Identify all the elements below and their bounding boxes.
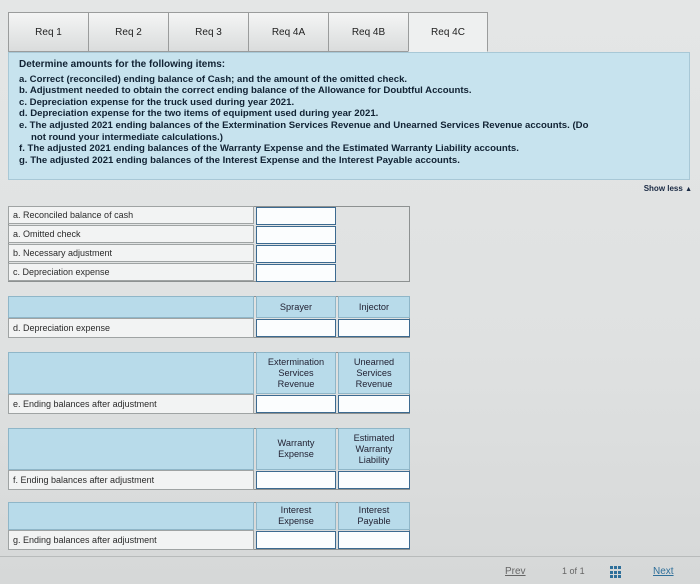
row-label-reconciled-cash: a. Reconciled balance of cash: [8, 206, 254, 224]
tab-req-2[interactable]: Req 2: [88, 12, 168, 52]
tab-req-4a[interactable]: Req 4A: [248, 12, 328, 52]
instruction-item: not round your intermediate calculations.): [31, 131, 223, 143]
instruction-item: e. The adjusted 2021 ending balances of the Extermination Services Revenue and Unearned Services Revenue accounts. (Do: [19, 119, 589, 131]
tab-req-4b[interactable]: Req 4B: [328, 12, 408, 52]
requirement-tabs: [8, 12, 488, 52]
necessary-adjustment-input[interactable]: [256, 245, 336, 263]
col-header-extermination-revenue: Extermination Services Revenue: [256, 352, 336, 394]
header-band: [8, 502, 254, 530]
instruction-item: f. The adjusted 2021 ending balances of the Warranty Expense and the Estimated Warranty Liability accounts.: [19, 143, 519, 155]
row-label-depreciation-equipment: d. Depreciation expense: [8, 318, 254, 338]
col-header-unearned-revenue: Unearned Services Revenue: [338, 352, 410, 394]
header-band: [8, 428, 254, 470]
header-band: [8, 352, 254, 394]
sprayer-depreciation-input[interactable]: [256, 319, 336, 337]
col-header-injector: Injector: [338, 296, 410, 318]
col-header-interest-payable: Interest Payable: [338, 502, 410, 530]
extermination-revenue-input[interactable]: [256, 395, 336, 413]
col-header-estimated-warranty-liability: Estimated Warranty Liability: [338, 428, 410, 470]
triangle-up-icon: ▲: [685, 186, 692, 193]
instruction-item: d. Depreciation expense for the two items of equipment used during year 2021.: [19, 108, 379, 120]
header-band: [8, 296, 254, 318]
warranty-expense-input[interactable]: [256, 471, 336, 489]
instruction-item: g. The adjusted 2021 ending balances of the Interest Expense and the Interest Payable accounts.: [19, 154, 460, 166]
show-less-button[interactable]: [644, 184, 692, 193]
depreciation-truck-input[interactable]: [256, 264, 336, 282]
interest-expense-input[interactable]: [256, 531, 336, 549]
next-button[interactable]: Next: [653, 566, 674, 577]
total-pages: 1: [579, 566, 585, 576]
show-less-label: Show less: [643, 184, 683, 193]
tab-req-4c[interactable]: Req 4C: [408, 12, 488, 52]
omitted-check-input[interactable]: [256, 226, 336, 244]
instruction-item: a. Correct (reconciled) ending balance of Cash; and the amount of the omitted check.: [19, 73, 408, 85]
tab-req-3[interactable]: Req 3: [168, 12, 248, 52]
row-label-ending-balances-f: f. Ending balances after adjustment: [8, 470, 254, 490]
col-header-sprayer: Sprayer: [256, 296, 336, 318]
interest-payable-input[interactable]: [338, 531, 410, 549]
tab-req-1[interactable]: Req 1: [8, 12, 88, 52]
row-label-depreciation-truck: c. Depreciation expense: [8, 263, 254, 281]
grid-menu-icon[interactable]: [610, 566, 623, 579]
row-label-omitted-check: a. Omitted check: [8, 225, 254, 243]
instruction-item: b. Adjustment needed to obtain the correct ending balance of the Allowance for Doubtful Accounts.: [19, 85, 472, 97]
reconciled-cash-input[interactable]: [256, 207, 336, 225]
instructions-panel: [8, 52, 690, 180]
col-header-interest-expense: Interest Expense: [256, 502, 336, 530]
page-indicator: [562, 566, 585, 576]
current-page: 1: [562, 566, 568, 576]
prev-button[interactable]: Prev: [505, 566, 526, 577]
footer-divider: [0, 556, 700, 557]
injector-depreciation-input[interactable]: [338, 319, 410, 337]
row-label-necessary-adjustment: b. Necessary adjustment: [8, 244, 254, 262]
instructions-heading: Determine amounts for the following items:: [19, 59, 226, 70]
row-label-ending-balances-g: g. Ending balances after adjustment: [8, 530, 254, 550]
instruction-item: c. Depreciation expense for the truck used during year 2021.: [19, 96, 295, 108]
row-label-ending-balances-e: e. Ending balances after adjustment: [8, 394, 254, 414]
estimated-warranty-liability-input[interactable]: [338, 471, 410, 489]
unearned-revenue-input[interactable]: [338, 395, 410, 413]
col-header-warranty-expense: Warranty Expense: [256, 428, 336, 470]
page-of-label: of: [569, 566, 578, 576]
